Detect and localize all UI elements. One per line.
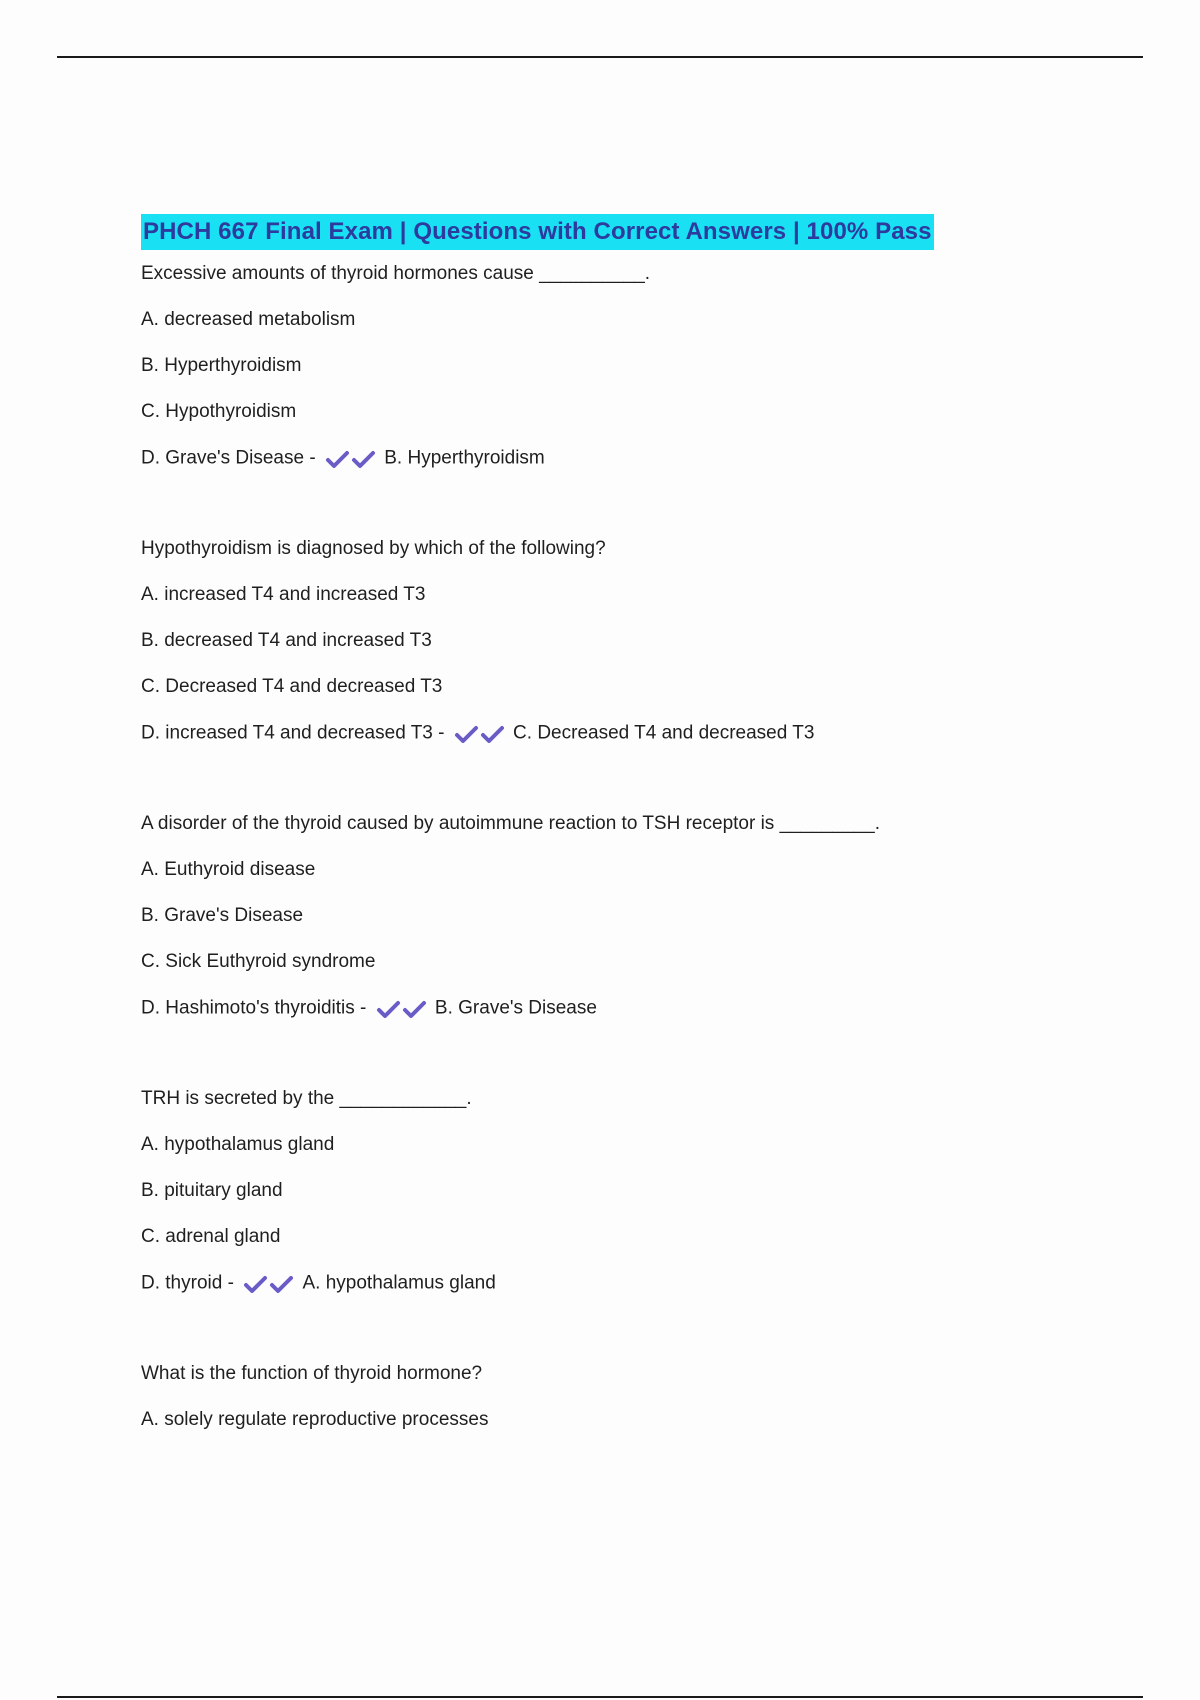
question-2 xyxy=(141,537,1141,744)
option-d: D. thyroid - xyxy=(141,1272,234,1294)
option-a: A. decreased metabolism xyxy=(141,309,356,330)
document-content xyxy=(141,214,1141,1431)
option-d: D. Hashimoto's thyroiditis - xyxy=(141,997,367,1019)
check-icon xyxy=(480,725,506,745)
option-b: B. pituitary gland xyxy=(141,1180,283,1201)
check-icon xyxy=(376,1000,402,1020)
option-d-with-answer xyxy=(141,1271,1141,1294)
option-d-with-answer xyxy=(141,721,1141,744)
option-c: C. Decreased T4 and decreased T3 xyxy=(141,676,443,697)
question-text: Hypothyroidism is diagnosed by which of the following? xyxy=(141,538,606,559)
option-a: A. Euthyroid disease xyxy=(141,859,316,880)
check-icon xyxy=(402,1000,428,1020)
option-d-with-answer xyxy=(141,446,1141,469)
check-icon xyxy=(351,450,377,470)
correct-answer: C. Decreased T4 and decreased T3 xyxy=(513,722,815,744)
option-c: C. adrenal gland xyxy=(141,1226,281,1247)
correct-answer: A. hypothalamus gland xyxy=(302,1272,496,1294)
footer-rule xyxy=(57,1696,1143,1698)
correct-answer: B. Grave's Disease xyxy=(434,997,597,1019)
option-b: B. Hyperthyroidism xyxy=(141,355,302,376)
correct-answer: B. Hyperthyroidism xyxy=(384,447,545,469)
question-text: A disorder of the thyroid caused by autoimmune reaction to TSH receptor is _________. xyxy=(141,813,880,834)
option-d: D. increased T4 and decreased T3 - xyxy=(141,722,445,744)
double-check-icon xyxy=(325,448,377,468)
check-icon xyxy=(325,450,351,470)
option-a: A. hypothalamus gland xyxy=(141,1134,335,1155)
option-d: D. Grave's Disease - xyxy=(141,447,316,469)
option-c: C. Sick Euthyroid syndrome xyxy=(141,951,376,972)
option-a: A. solely regulate reproductive processes xyxy=(141,1409,489,1430)
option-b: B. decreased T4 and increased T3 xyxy=(141,630,432,651)
question-text: TRH is secreted by the ____________. xyxy=(141,1088,472,1109)
header-rule xyxy=(57,56,1143,58)
option-a: A. increased T4 and increased T3 xyxy=(141,584,426,605)
double-check-icon xyxy=(454,723,506,743)
document-title: PHCH 667 Final Exam | Questions with Correct Answers | 100% Pass xyxy=(141,214,934,250)
option-d-with-answer xyxy=(141,996,1141,1019)
option-c: C. Hypothyroidism xyxy=(141,401,297,422)
double-check-icon xyxy=(243,1273,295,1293)
question-5 xyxy=(141,1362,1141,1431)
question-3 xyxy=(141,812,1141,1019)
question-4 xyxy=(141,1087,1141,1294)
question-text: Excessive amounts of thyroid hormones cause __________. xyxy=(141,263,651,284)
check-icon xyxy=(454,725,480,745)
check-icon xyxy=(243,1275,269,1295)
question-text: What is the function of thyroid hormone? xyxy=(141,1363,483,1384)
double-check-icon xyxy=(376,998,428,1018)
question-1 xyxy=(141,262,1141,469)
check-icon xyxy=(269,1275,295,1295)
option-b: B. Grave's Disease xyxy=(141,905,304,926)
